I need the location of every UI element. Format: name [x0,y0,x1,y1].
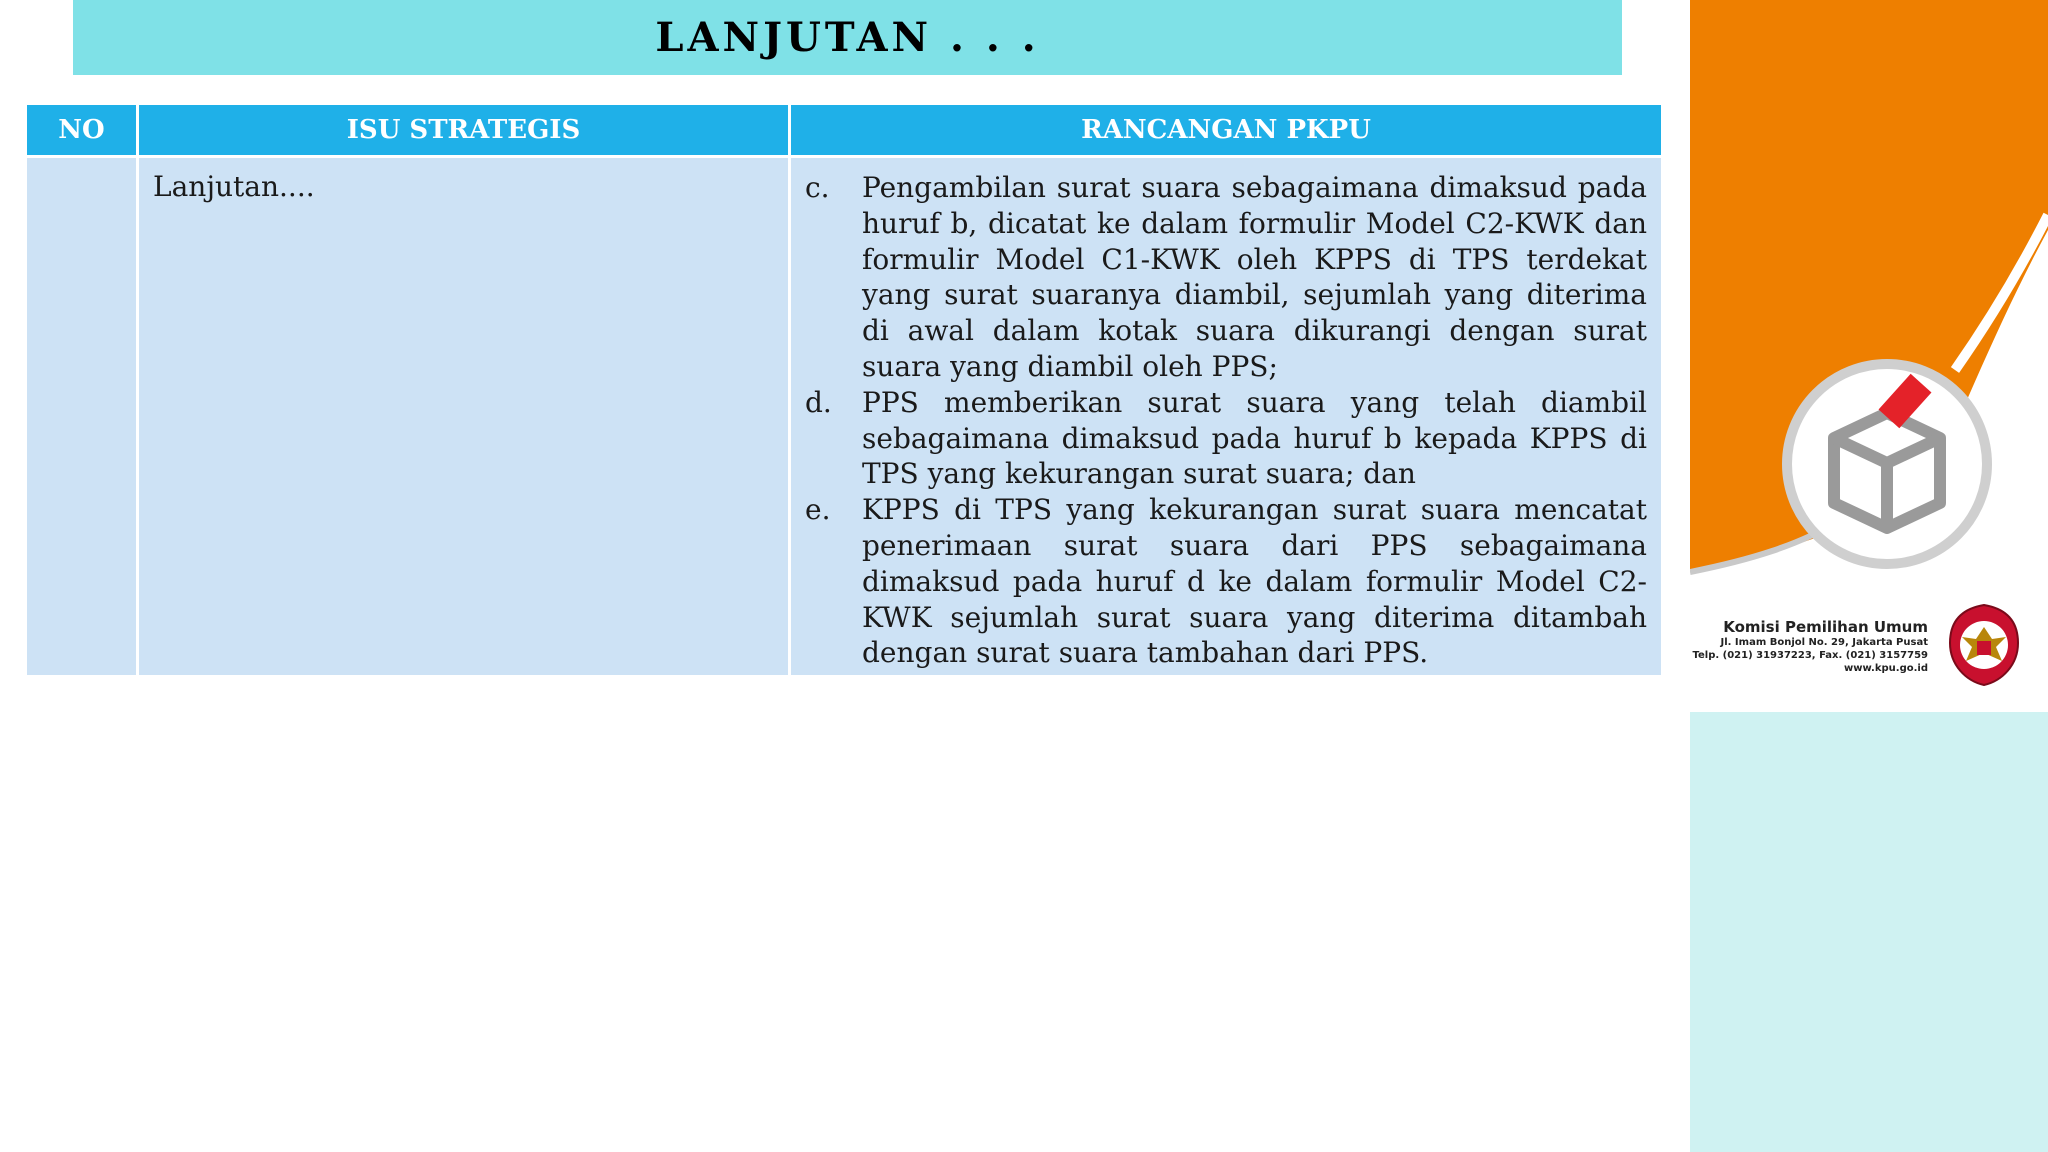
header-rancangan-pkpu: RANCANGAN PKPU [790,105,1663,157]
cell-rancangan-pkpu [790,157,1663,676]
header-no: NO [26,105,138,157]
pkpu-list-item [805,492,1647,671]
kpu-emblem-icon [1948,603,2020,687]
header-isu-strategis: ISU STRATEGIS [138,105,790,157]
pkpu-item-text: KPPS di TPS yang kekurangan surat suara mencatat penerimaan surat suara dari PPS sebagaimana dimaksud pada huruf d ke dalam formulir Model C2-KWK sejumlah surat suara yang diterima ditambah dengan surat suara tambahan dari PPS. [862,493,1647,670]
pkpu-item-text: Pengambilan surat suara sebagaimana dimaksud pada huruf b, dicatat ke dalam formulir Model C2-KWK dan formulir Model C1-KWK oleh KPPS di TPS terdekat yang surat suaranya diambil, sejumlah yang diterima di awal dalam kotak suara dikurangi dengan surat suara yang diambil oleh PPS; [862,171,1647,383]
ballot-box-icon [1778,355,1996,573]
cell-isu-strategis: Lanjutan.... [138,157,790,676]
pkpu-item-marker: e. [805,493,831,527]
kpu-address: Jl. Imam Bonjol No. 29, Jakarta Pusat [1720,637,1928,648]
slide-title: LANJUTAN . . . [655,14,1040,61]
strategy-table [24,105,1664,675]
pkpu-list-item [805,385,1647,492]
pkpu-list-item [805,170,1647,385]
right-decor-panel [1690,0,2048,1152]
kpu-phone: Telp. (021) 31937223, Fax. (021) 3157759 [1692,650,1928,661]
logo-area [1690,0,2048,712]
pkpu-item-marker: d. [805,385,832,419]
kpu-address-block [1692,618,1928,675]
pkpu-item-list [805,170,1647,671]
table-header-row [26,105,1663,157]
title-bar [73,0,1622,75]
pkpu-item-marker: c. [805,171,830,204]
table-row [26,157,1663,676]
kpu-website: www.kpu.go.id [1843,663,1928,674]
cell-no [26,157,138,676]
pkpu-item-text: PPS memberikan surat suara yang telah diambil sebagaimana dimaksud pada huruf b kepada KPPS di TPS yang kekurangan surat suara; dan [862,385,1647,491]
kpu-org-name: Komisi Pemilihan Umum [1723,618,1928,636]
